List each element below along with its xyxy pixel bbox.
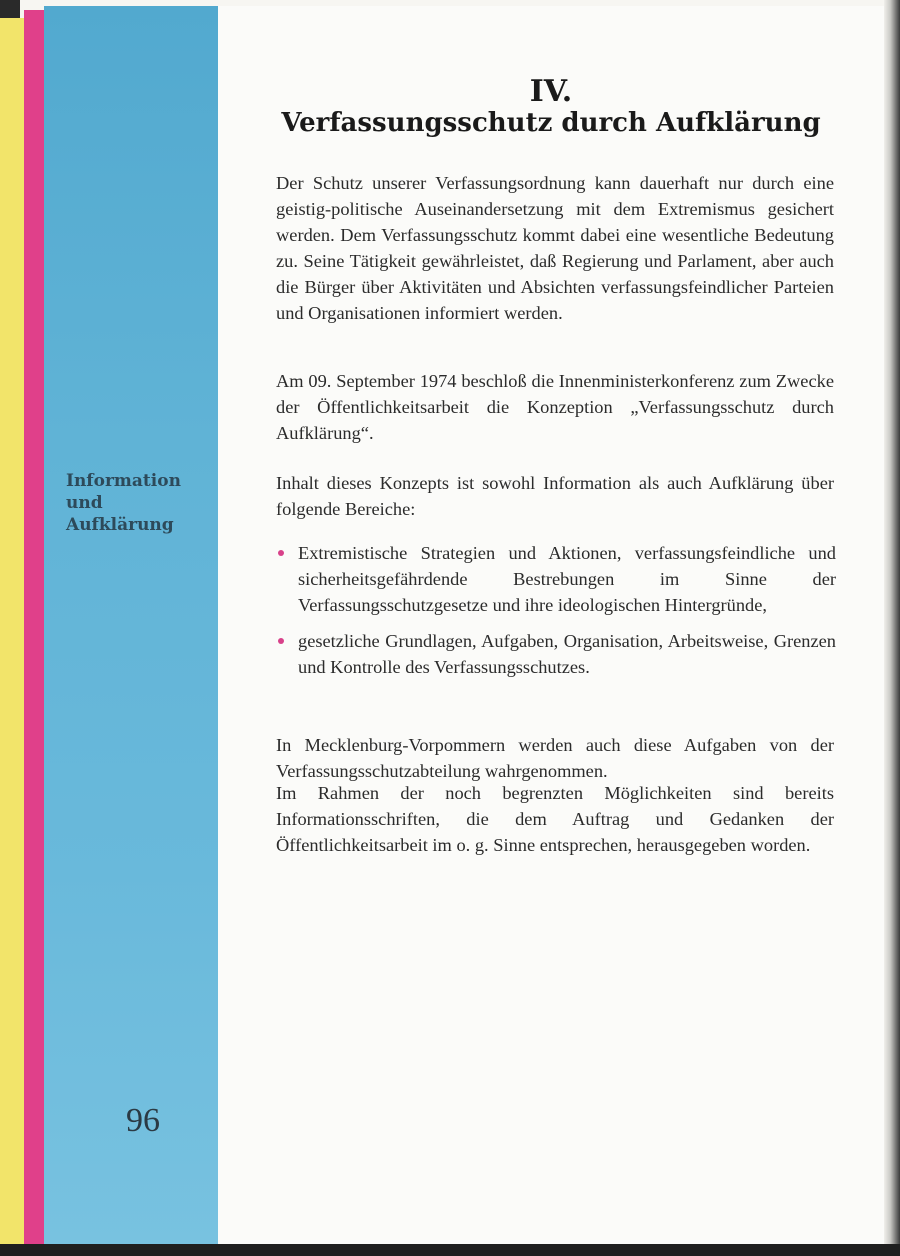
page-right-edge-shadow: [884, 0, 900, 1256]
list-item: [276, 628, 836, 680]
paragraph-intro: Der Schutz unserer Verfassungsordnung kann dauerhaft nur durch eine geistig-politische Auseinandersetzung mit dem Extremismus gesichert werden. Dem Verfassungsschutz kommt dabei eine wesentliche Bedeutung zu. Seine Tätigkeit gewährleistet, daß Regierung und Parlament, aber auch die Bürger über Aktivitäten und Absichten verfassungsfeindlicher Parteien und Organisationen informiert werden.: [276, 173, 834, 323]
yellow-margin-band: [0, 18, 24, 1246]
bullet-list: [276, 540, 836, 690]
paragraph-content: Inhalt dieses Konzepts ist sowohl Information als auch Aufklärung über folgende Bereiche:: [276, 473, 834, 519]
page-number: 96: [126, 1102, 160, 1139]
bullet-icon: [278, 550, 284, 556]
scan-bottom-shadow: [0, 1244, 900, 1256]
side-heading: Information und Aufklärung: [66, 471, 181, 535]
scan-corner-shadow: [0, 0, 20, 18]
chapter-number: IV.: [529, 74, 573, 109]
paragraph-publications: Im Rahmen der noch begrenzten Möglichkeiten sind bereits Informationsschriften, die dem Auftrag und Gedanken der Öffentlichkeitsarbeit im o. g. Sinne entsprechen, herausgegeben worden.: [276, 783, 834, 855]
paragraph-mv: In Mecklenburg-Vorpommern werden auch diese Aufgaben von der Verfassungsschutzabteilung wahrgenommen.: [276, 735, 834, 781]
list-item-text: gesetzliche Grundlagen, Aufgaben, Organisation, Arbeitsweise, Grenzen und Kontrolle des Verfassungsschutzes.: [298, 631, 836, 677]
blue-sidebar-band: [44, 6, 218, 1246]
pink-margin-band: [24, 10, 44, 1246]
chapter-title: Verfassungsschutz durch Aufklärung: [281, 108, 821, 138]
list-item: [276, 540, 836, 618]
list-item-text: Extremistische Strategien und Aktionen, verfassungsfeindliche und sicherheitsgefährdende Bestrebungen im Sinne der Verfassungsschutzgesetze und ihre ideologischen Hintergründe,: [298, 543, 836, 615]
bullet-icon: [278, 638, 284, 644]
paragraph-decision: Am 09. September 1974 beschloß die Innenministerkonferenz zum Zwecke der Öffentlichkeitsarbeit die Konzeption „Verfassungsschutz durch Aufklärung“.: [276, 371, 834, 443]
